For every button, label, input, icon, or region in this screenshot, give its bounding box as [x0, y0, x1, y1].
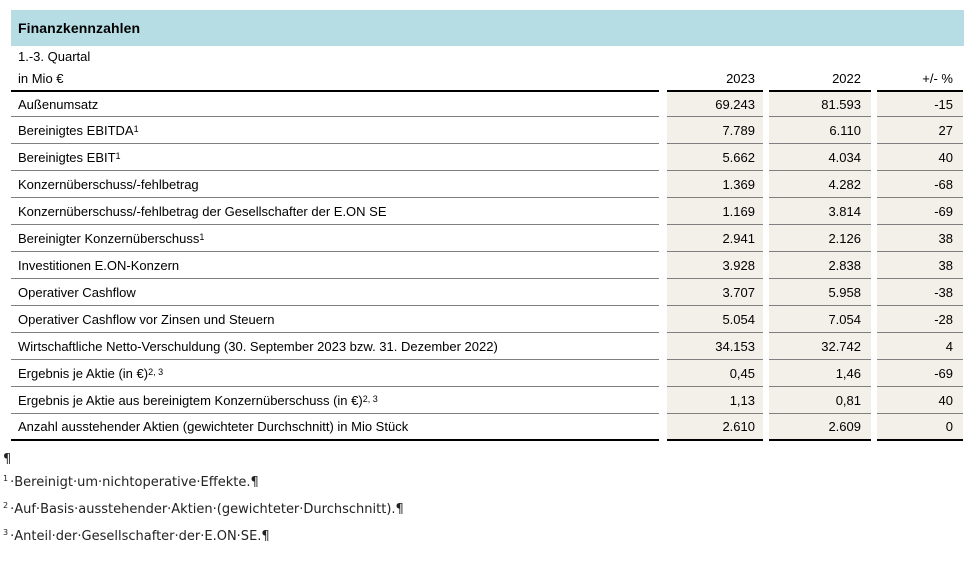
- row-label: [11, 171, 659, 198]
- footnote-2: [3, 496, 404, 523]
- footnote-1: [3, 469, 404, 496]
- header-row: [11, 67, 964, 90]
- table-body: [11, 90, 964, 441]
- row-label: [11, 414, 659, 441]
- row-label-text: Ergebnis je Aktie aus bereinigtem Konzernüberschuss (in €): [18, 392, 363, 408]
- row-label-text: Bereinigtes EBIT: [18, 149, 116, 165]
- value-change: 40: [877, 144, 963, 171]
- table-row: [11, 198, 964, 225]
- value-2022: 7.054: [769, 306, 871, 333]
- value-2023: 3.707: [667, 279, 763, 306]
- footnote-text: ·Bereinigt·um·nichtoperative·Effekte.¶: [10, 475, 259, 490]
- value-change: -69: [877, 360, 963, 387]
- column-header-2022: 2022: [832, 71, 861, 86]
- value-2023: 5.054: [667, 306, 763, 333]
- row-label-text: Bereinigter Konzernüberschuss: [18, 230, 200, 246]
- row-label: [11, 198, 659, 225]
- table-row: [11, 171, 964, 198]
- value-2022: 4.282: [769, 171, 871, 198]
- row-label-text: Konzernüberschuss/-fehlbetrag der Gesellschafter der E.ON SE: [18, 203, 387, 219]
- row-label: Bereinigtes EBIT $^1$: [11, 144, 659, 171]
- table-row: [11, 414, 964, 441]
- footnote-number: 3: [3, 528, 9, 537]
- value-change: -68: [877, 171, 963, 198]
- value-2022: 6.110: [769, 117, 871, 144]
- row-label: Bereinigter Konzernüberschuss $^1$: [11, 225, 659, 252]
- value-2022: 2.838: [769, 252, 871, 279]
- value-change: -15: [877, 90, 963, 117]
- financial-kpi-table: [11, 10, 964, 441]
- value-2023: 7.789: [667, 117, 763, 144]
- footnotes: [3, 452, 404, 550]
- value-2023: 2.941: [667, 225, 763, 252]
- table-row: [11, 279, 964, 306]
- table-row: [11, 387, 964, 414]
- column-header-2023: 2023: [726, 71, 755, 86]
- row-label-text: Ergebnis je Aktie (in €): [18, 365, 149, 381]
- value-change: 0: [877, 414, 963, 441]
- value-change: -69: [877, 198, 963, 225]
- value-2022: 3.814: [769, 198, 871, 225]
- row-label-text: Operativer Cashflow vor Zinsen und Steuern: [18, 311, 275, 327]
- table-row: [11, 360, 964, 387]
- row-label-text: Bereinigtes EBITDA: [18, 122, 134, 138]
- value-2022: 2.126: [769, 225, 871, 252]
- value-change: -38: [877, 279, 963, 306]
- value-2023: 34.153: [667, 333, 763, 360]
- value-2023: 1.169: [667, 198, 763, 225]
- footnote-number: 1: [3, 474, 9, 483]
- row-label: Ergebnis je Aktie aus bereinigtem Konzernüberschuss (in €) $^{2, 3}$: [11, 387, 659, 414]
- row-label: Bereinigtes EBITDA $^1$: [11, 117, 659, 144]
- value-2022: 2.609: [769, 414, 871, 441]
- period-row: [11, 46, 964, 67]
- row-label-text: Investitionen E.ON-Konzern: [18, 257, 180, 273]
- value-2023: 5.662: [667, 144, 763, 171]
- table-row: [11, 333, 964, 360]
- value-2022: 1,46: [769, 360, 871, 387]
- value-2023: 69.243: [667, 90, 763, 117]
- row-label-text: Außenumsatz: [18, 96, 99, 112]
- value-2022: 5.958: [769, 279, 871, 306]
- value-change: 4: [877, 333, 963, 360]
- period-label: 1.-3. Quartal: [18, 49, 91, 64]
- row-label: [11, 252, 659, 279]
- value-2022: 4.034: [769, 144, 871, 171]
- row-label-text: Konzernüberschuss/-fehlbetrag: [18, 176, 199, 192]
- value-2023: 1,13: [667, 387, 763, 414]
- value-2022: 0,81: [769, 387, 871, 414]
- pilcrow-mark: ¶: [3, 452, 12, 467]
- column-header-change: +/- %: [922, 71, 953, 86]
- value-2022: 81.593: [769, 90, 871, 117]
- footnote-number: 2: [3, 501, 9, 510]
- footnote-text: ·Anteil·der·Gesellschafter·der·E.ON·SE.¶: [10, 529, 270, 544]
- row-label: Ergebnis je Aktie (in €) $^{2, 3}$: [11, 360, 659, 387]
- row-label-text: Operativer Cashflow: [18, 284, 136, 300]
- unit-label: in Mio €: [18, 71, 64, 86]
- row-label: [11, 333, 659, 360]
- row-label-text: Wirtschaftliche Netto-Verschuldung (30. September 2023 bzw. 31. Dezember 2022): [18, 338, 498, 354]
- table-row: [11, 252, 964, 279]
- row-label: [11, 90, 659, 117]
- value-2023: 0,45: [667, 360, 763, 387]
- value-change: -28: [877, 306, 963, 333]
- value-2023: 2.610: [667, 414, 763, 441]
- value-2023: 1.369: [667, 171, 763, 198]
- value-change: 38: [877, 225, 963, 252]
- value-change: 40: [877, 387, 963, 414]
- row-label: [11, 279, 659, 306]
- row-label: [11, 306, 659, 333]
- table-title: Finanzkennzahlen: [11, 10, 964, 46]
- value-change: 38: [877, 252, 963, 279]
- value-change: 27: [877, 117, 963, 144]
- footnote-text: ·Auf·Basis·ausstehender·Aktien·(gewichteter·Durchschnitt).¶: [10, 502, 404, 517]
- table-row: [11, 306, 964, 333]
- row-label-text: Anzahl ausstehender Aktien (gewichteter Durchschnitt) in Mio Stück: [18, 419, 409, 434]
- value-2023: 3.928: [667, 252, 763, 279]
- footnote-3: [3, 523, 404, 550]
- value-2022: 32.742: [769, 333, 871, 360]
- table-row: [11, 117, 964, 144]
- table-row: [11, 225, 964, 252]
- table-row: [11, 90, 964, 117]
- table-row: [11, 144, 964, 171]
